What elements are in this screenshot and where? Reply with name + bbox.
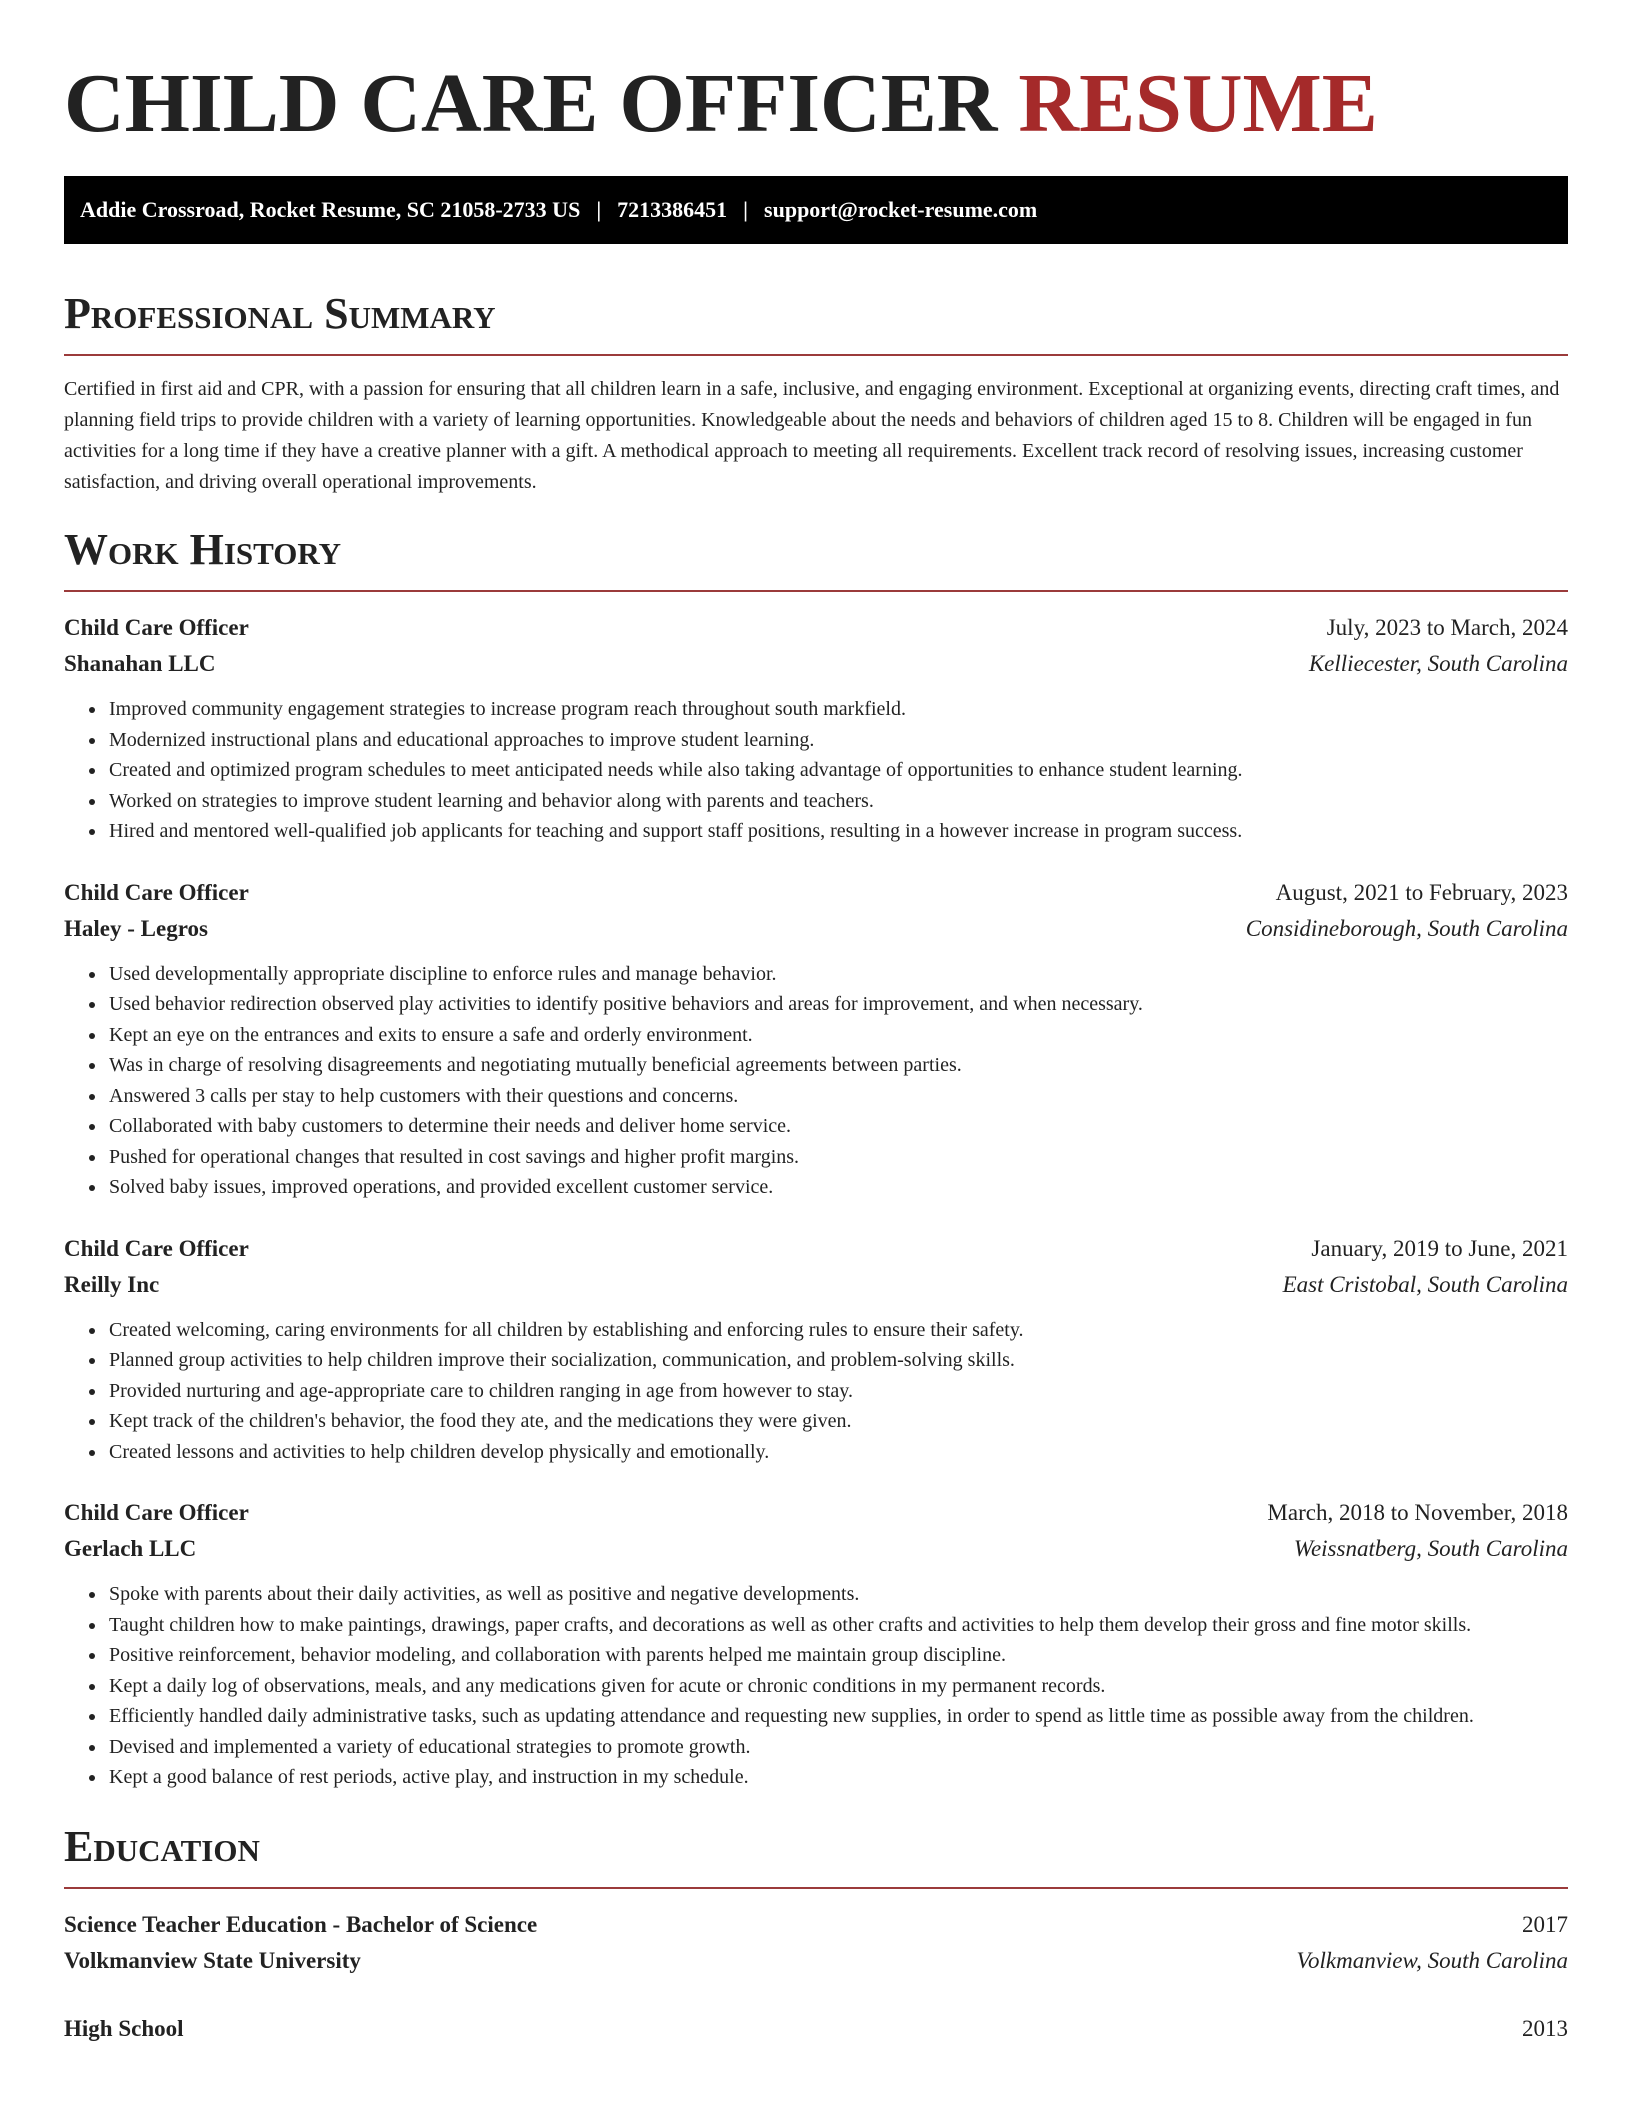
job-entry	[64, 875, 1568, 1203]
job-bullet: • Pushed for operational changes that resulted in cost savings and higher profit margins.	[107, 1142, 1568, 1173]
education-location: Volkmanview, South Carolina	[1296, 1947, 1568, 1973]
education-school: Volkmanview State University	[64, 1947, 361, 1973]
section-title-work-history: Work History	[64, 525, 342, 574]
job-bullet: • Kept a daily log of observations, meals, and any medications given for acute or chronic conditions in my permanent records.	[107, 1671, 1568, 1702]
job-position: Child Care Officer	[64, 879, 249, 905]
job-bullet: • Was in charge of resolving disagreements and negotiating mutually beneficial agreements between parties.	[107, 1050, 1568, 1081]
contact-phone[interactable]: 7213386451	[617, 197, 728, 222]
summary-text: Certified in first aid and CPR, with a passion for ensuring that all children learn in a safe, inclusive, and engaging environment. Exceptional at organizing events, directing craft times, and planning field trips to provide children with a variety of learning opportunities. Knowledgeable about the needs and behaviors of children aged 15 to 8. Children will be engaged in fun activities for a long time if they have a creative planner with a gift. A methodical approach to meeting all requirements. Excellent track record of resolving issues, increasing customer satisfaction, and driving overall operational improvements.	[64, 378, 1560, 493]
job-dates: March, 2018 to November, 2018	[1267, 1500, 1568, 1525]
education-entry	[64, 1907, 1568, 1979]
job-dates: July, 2023 to March, 2024	[1326, 615, 1568, 640]
job-bullet: • Used developmentally appropriate discipline to enforce rules and manage behavior.	[107, 959, 1568, 990]
job-bullet: • Improved community engagement strategies to increase program reach throughout south markfield.	[107, 694, 1568, 725]
title-main: CHILD CARE OFFICER	[64, 57, 998, 150]
education-year: 2013	[1522, 2015, 1568, 2041]
contact-email[interactable]: support@rocket-resume.com	[764, 197, 1038, 222]
job-bullet: • Answered 3 calls per stay to help customers with their questions and concerns.	[107, 1081, 1568, 1112]
work-history-section	[64, 524, 1568, 1793]
section-title-education: Education	[64, 1821, 260, 1871]
job-entry	[64, 610, 1568, 847]
job-entry	[64, 1495, 1568, 1793]
job-position: Child Care Officer	[64, 1235, 249, 1261]
job-company: Haley - Legros	[64, 915, 208, 941]
contact-separator: |	[596, 197, 602, 222]
job-location: East Cristobal, South Carolina	[1282, 1271, 1568, 1297]
resume-title	[64, 56, 1568, 152]
education-degree: Science Teacher Education - Bachelor of Science	[64, 1911, 538, 1937]
job-bullet: • Used behavior redirection observed play activities to identify positive behaviors and areas for improvement, and when necessary.	[107, 989, 1568, 1020]
job-bullet: • Solved baby issues, improved operations, and provided excellent customer service.	[107, 1172, 1568, 1203]
contact-separator: |	[743, 197, 749, 222]
job-bullet-list	[64, 959, 1568, 1203]
job-bullet-list	[64, 1579, 1568, 1793]
job-position: Child Care Officer	[64, 615, 249, 640]
job-bullet: • Positive reinforcement, behavior modeling, and collaboration with parents helped me maintain group discipline.	[107, 1640, 1568, 1671]
job-bullet: • Efficiently handled daily administrative tasks, such as updating attendance and requesting new supplies, in order to spend as little time as possible away from the children.	[107, 1701, 1568, 1732]
job-bullet: • Created lessons and activities to help children develop physically and emotionally.	[107, 1437, 1568, 1468]
job-bullet: • Devised and implemented a variety of educational strategies to promote growth.	[107, 1732, 1568, 1763]
job-bullet: • Taught children how to make paintings, drawings, paper crafts, and decorations as well as other crafts and activities to help them develop their gross and fine motor skills.	[107, 1610, 1568, 1641]
job-dates: January, 2019 to June, 2021	[1311, 1235, 1568, 1261]
job-company: Gerlach LLC	[64, 1536, 197, 1561]
job-bullet: • Spoke with parents about their daily activities, as well as positive and negative developments.	[107, 1579, 1568, 1610]
summary-section	[64, 288, 1568, 498]
education-section	[64, 1821, 1568, 2047]
job-bullet: • Provided nurturing and age-appropriate care to children ranging in age from however to stay.	[107, 1376, 1568, 1407]
job-bullet: • Kept an eye on the entrances and exits to ensure a safe and orderly environment.	[107, 1020, 1568, 1051]
job-location: Weissnatberg, South Carolina	[1293, 1536, 1568, 1561]
job-bullet-list	[64, 1315, 1568, 1468]
job-dates: August, 2021 to February, 2023	[1275, 879, 1568, 905]
job-bullet-list	[64, 694, 1568, 847]
job-bullet: • Kept a good balance of rest periods, active play, and instruction in my schedule.	[107, 1762, 1568, 1793]
education-entry	[64, 2011, 1568, 2047]
contact-bar	[64, 176, 1568, 244]
job-bullet: • Hired and mentored well-qualified job applicants for teaching and support staff positions, resulting in a however increase in program success.	[107, 816, 1568, 847]
job-bullet: • Created welcoming, caring environments for all children by establishing and enforcing rules to ensure their safety.	[107, 1315, 1568, 1346]
job-company: Shanahan LLC	[64, 651, 216, 676]
job-location: Kelliecester, South Carolina	[1308, 651, 1568, 676]
section-divider	[64, 590, 1568, 592]
title-accent: RESUME	[1018, 57, 1378, 150]
job-bullet: • Kept track of the children's behavior, the food they ate, and the medications they were given.	[107, 1406, 1568, 1437]
job-entry	[64, 1231, 1568, 1468]
job-bullet: • Planned group activities to help children improve their socialization, communication, and problem-solving skills.	[107, 1345, 1568, 1376]
education-year: 2017	[1522, 1911, 1568, 1937]
job-bullet: • Created and optimized program schedules to meet anticipated needs while also taking advantage of opportunities to enhance student learning.	[107, 755, 1568, 786]
section-divider	[64, 354, 1568, 356]
contact-address: Addie Crossroad, Rocket Resume, SC 21058-2733 US	[80, 197, 581, 222]
section-title-summary: Professional Summary	[64, 289, 496, 338]
job-bullet: • Collaborated with baby customers to determine their needs and deliver home service.	[107, 1111, 1568, 1142]
section-divider	[64, 1887, 1568, 1889]
job-location: Considineborough, South Carolina	[1245, 915, 1568, 941]
job-bullet: • Worked on strategies to improve student learning and behavior along with parents and teachers.	[107, 786, 1568, 817]
job-company: Reilly Inc	[64, 1271, 160, 1297]
education-degree: High School	[64, 2015, 184, 2041]
job-bullet: • Modernized instructional plans and educational approaches to improve student learning.	[107, 725, 1568, 756]
job-position: Child Care Officer	[64, 1500, 249, 1525]
